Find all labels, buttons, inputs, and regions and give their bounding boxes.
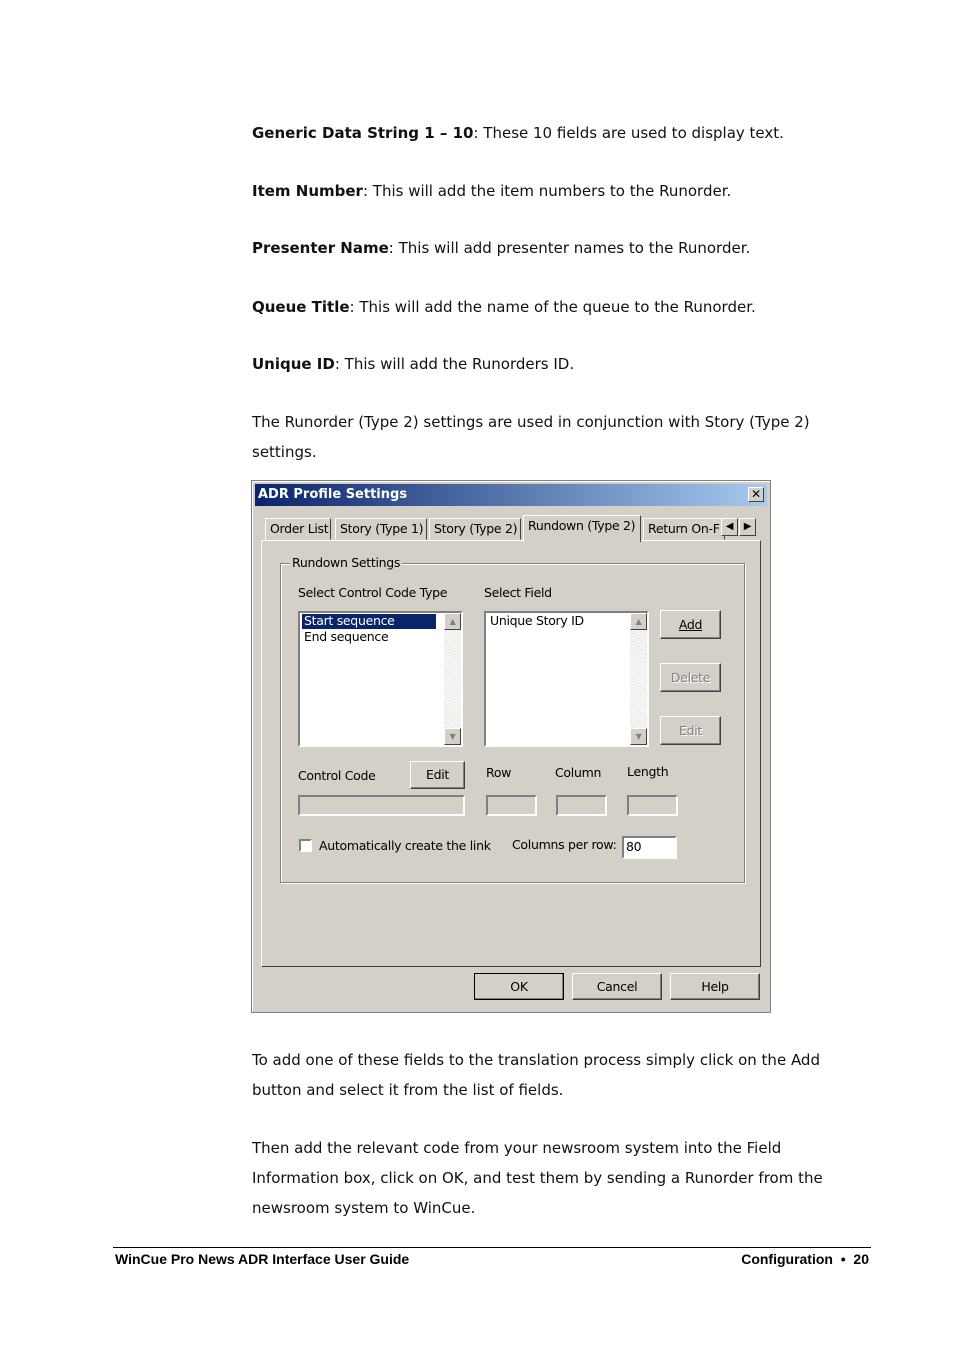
select-field-scrollbar[interactable] bbox=[630, 613, 647, 745]
control-code-type-label: Select Control Code Type bbox=[298, 585, 448, 600]
length-label: Length bbox=[627, 764, 669, 779]
add-button[interactable]: Add bbox=[660, 610, 721, 639]
paragraph-add-instructions: To add one of these fields to the translation process simply click on the Add button and select it from the list of fields. bbox=[252, 1051, 820, 1099]
tab-scroll-right-icon[interactable]: ▶ bbox=[739, 518, 756, 536]
term-unique-id: Unique ID bbox=[252, 355, 335, 373]
scroll-down-icon[interactable]: ▼ bbox=[630, 728, 647, 745]
delete-button[interactable]: Delete bbox=[660, 663, 721, 692]
tab-story-type-1[interactable]: Story (Type 1) bbox=[335, 518, 427, 540]
term-presenter-name: Presenter Name bbox=[252, 239, 389, 257]
desc-presenter-name: : This will add presenter names to the Runorder. bbox=[388, 239, 751, 257]
row-label: Row bbox=[486, 765, 512, 780]
footer-rule bbox=[113, 1247, 871, 1248]
paragraph-item-number bbox=[252, 176, 852, 206]
tab-rundown-type-2[interactable]: Rundown (Type 2) bbox=[523, 515, 641, 542]
term-generic-data-string: Generic Data String 1 – 10 bbox=[252, 124, 474, 142]
paragraph-type2-settings: The Runorder (Type 2) settings are used in conjunction with Story (Type 2) settings. bbox=[252, 413, 810, 461]
list-item[interactable]: Start sequence bbox=[302, 614, 436, 629]
desc-generic-data-string: : These 10 fields are used to display text. bbox=[473, 124, 784, 142]
control-code-field[interactable] bbox=[298, 795, 465, 816]
help-button[interactable]: Help bbox=[670, 973, 760, 1000]
length-field[interactable] bbox=[627, 795, 678, 816]
edit-field-button[interactable]: Edit bbox=[660, 716, 721, 745]
auto-link-checkbox[interactable] bbox=[299, 839, 312, 852]
dialog-title: ADR Profile Settings bbox=[258, 487, 408, 502]
tab-story-type-2[interactable]: Story (Type 2) bbox=[429, 518, 521, 540]
footer-page-number: Configuration • 20 bbox=[741, 1251, 869, 1267]
adr-profile-settings-dialog bbox=[251, 480, 771, 1013]
dialog-titlebar bbox=[255, 484, 767, 506]
desc-item-number: : This will add the item numbers to the Runorder. bbox=[362, 182, 732, 200]
paragraph-unique-id bbox=[252, 349, 852, 379]
list-item[interactable]: End sequence bbox=[304, 629, 389, 644]
columns-per-row-label: Columns per row: bbox=[512, 837, 617, 852]
column-field[interactable] bbox=[556, 795, 607, 816]
term-queue-title: Queue Title bbox=[252, 298, 350, 316]
paragraph-presenter-name bbox=[252, 233, 852, 263]
auto-link-label: Automatically create the link bbox=[319, 838, 491, 853]
tab-return-on-f[interactable]: Return On-F bbox=[643, 518, 725, 540]
close-icon[interactable]: ✕ bbox=[748, 487, 764, 502]
paragraph-queue-title bbox=[252, 292, 852, 322]
select-field-label: Select Field bbox=[484, 585, 552, 600]
term-item-number: Item Number bbox=[252, 182, 363, 200]
rundown-settings-label: Rundown Settings bbox=[292, 555, 401, 570]
desc-unique-id: : This will add the Runorders ID. bbox=[334, 355, 575, 373]
scroll-down-icon[interactable]: ▼ bbox=[444, 728, 461, 745]
tab-order-list[interactable]: Order List bbox=[265, 518, 331, 540]
footer-title: WinCue Pro News ADR Interface User Guide bbox=[115, 1251, 410, 1267]
control-code-type-scrollbar[interactable] bbox=[444, 613, 461, 745]
scroll-up-icon[interactable]: ▲ bbox=[444, 613, 461, 630]
columns-per-row-input[interactable]: 80 bbox=[622, 836, 677, 859]
desc-queue-title: : This will add the name of the queue to the Runorder. bbox=[349, 298, 756, 316]
control-code-type-list[interactable] bbox=[298, 611, 463, 747]
cancel-button[interactable]: Cancel bbox=[572, 973, 662, 1000]
list-item[interactable]: Unique Story ID bbox=[490, 613, 584, 628]
select-field-list[interactable] bbox=[484, 611, 649, 747]
control-code-edit-button[interactable]: Edit bbox=[410, 761, 465, 789]
control-code-label: Control Code bbox=[298, 768, 376, 783]
paragraph-generic-data-string bbox=[252, 118, 852, 148]
scroll-up-icon[interactable]: ▲ bbox=[630, 613, 647, 630]
row-field[interactable] bbox=[486, 795, 537, 816]
tab-scroll-left-icon[interactable]: ◀ bbox=[721, 518, 738, 536]
paragraph-test-instructions: Then add the relevant code from your newsroom system into the Field Information box, click on OK, and test them by sending a Runorder from the newsroom system to WinCue. bbox=[252, 1139, 823, 1217]
ok-button[interactable]: OK bbox=[474, 973, 564, 1000]
column-label: Column bbox=[555, 765, 602, 780]
